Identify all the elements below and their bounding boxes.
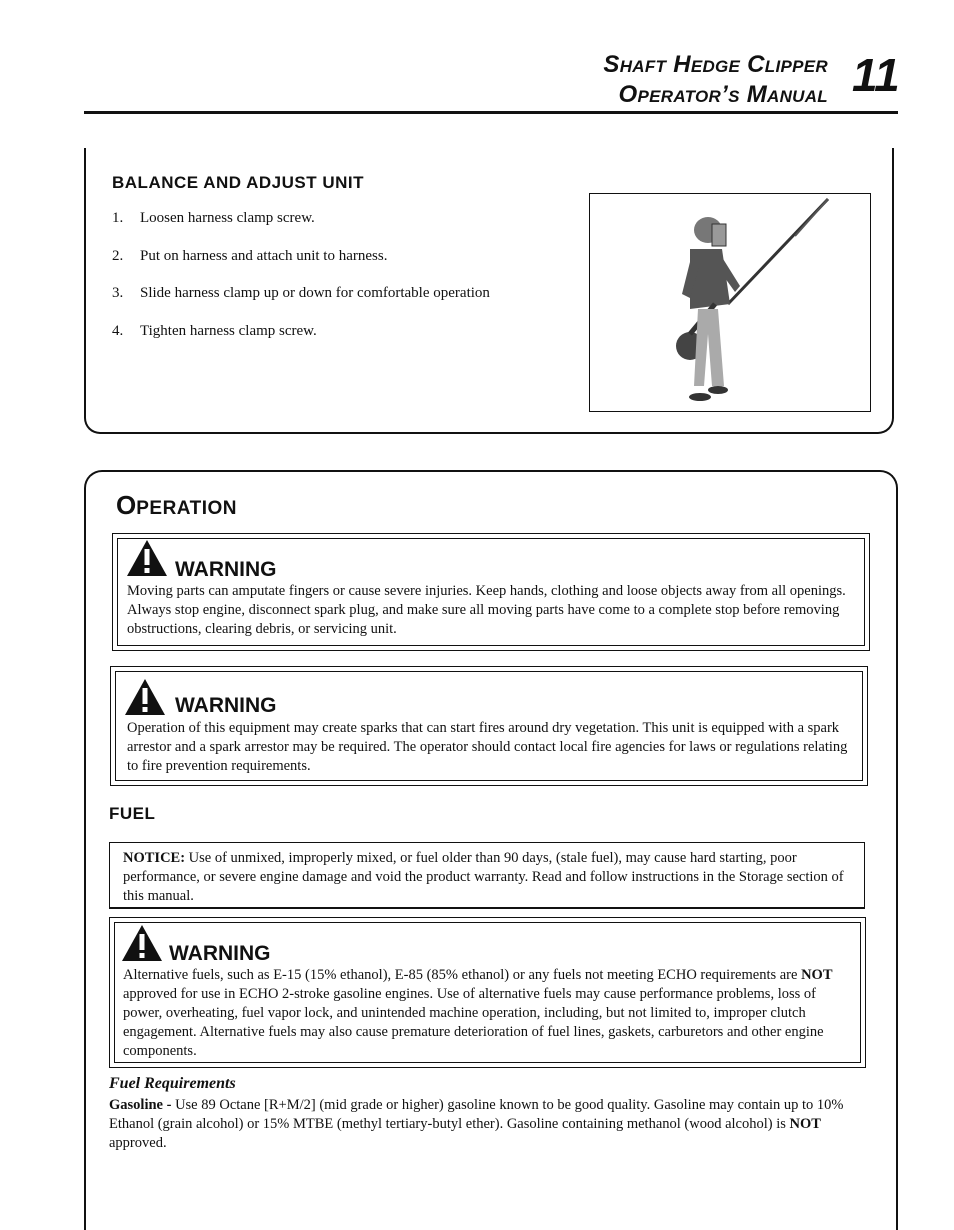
balance-steps xyxy=(112,210,490,360)
page-number: 11 xyxy=(852,49,900,101)
warning-triangle-icon xyxy=(121,924,163,962)
header-rule xyxy=(84,111,898,114)
warning-text: Alternative fuels, such as E-15 (15% ethanol), E-85 (85% ethanol) or any fuels not meeting ECHO requirements are NOT approved for use in ECHO 2-stroke gasoline engines. Use of alternative fuels may cause performance problems, loss of power, overheating, fuel vapor lock, and unintended machine operation, including, but not limited to, improper clutch engagement. Alternative fuels may also cause premature deterioration of fuel lines, gaskets, carburetors and other engine components. xyxy=(123,967,833,1059)
operator-illustration xyxy=(589,193,871,412)
manual-title-line1: Shaft Hedge Clipper xyxy=(603,51,828,78)
list-item: 3. Slide harness clamp up or down for comfortable operation xyxy=(112,285,490,301)
list-item: 1. Loosen harness clamp screw. xyxy=(112,210,315,226)
fuel-requirements-heading: Fuel Requirements xyxy=(109,1075,236,1092)
gasoline-text: Gasoline - Use 89 Octane [R+M/2] (mid grade or higher) gasoline known to be good quality. Gasoline may contain up to 10% Ethanol (grain alcohol) or 15% MTBE (methyl tertiary-butyl ether). Gasoline containing methanol (wood alcohol) is NOT approved. xyxy=(109,1097,844,1151)
warning-text: Moving parts can amputate fingers or cause severe injuries. Keep hands, clothing and loose objects away from all openings. Always stop engine, disconnect spark plug, and make sure all moving parts have come to a complete stop before removing obstructions, clearing debris, or servicing unit. xyxy=(127,583,846,637)
manual-title-line2: Operator’s Manual xyxy=(618,81,828,108)
warning-box-moving-parts xyxy=(112,533,870,651)
warning-label: WARNING xyxy=(169,942,271,965)
warning-label: WARNING xyxy=(175,558,277,581)
fuel-heading: FUEL xyxy=(109,804,156,823)
warning-box-sparks xyxy=(110,666,868,786)
warning-triangle-icon xyxy=(126,539,168,577)
list-item: 2. Put on harness and attach unit to harness. xyxy=(112,247,388,264)
warning-text: Operation of this equipment may create sparks that can start fires around dry vegetation. This unit is equipped with a spark arrestor and a spark arrestor may be required. The operator should contact local fire agencies for laws or regulations relating to fire prevention requirements. xyxy=(127,720,848,774)
notice-text: NOTICE: Use of unmixed, improperly mixed, or fuel older than 90 days, (stale fuel), may cause hard starting, poor performance, or severe engine damage and void the product warranty. Read and follow instructions in the Storage section of this manual. xyxy=(123,850,844,904)
list-item: 4. Tighten harness clamp screw. xyxy=(112,322,317,339)
warning-box-alternative-fuels xyxy=(109,917,866,1068)
balance-heading: BALANCE AND ADJUST UNIT xyxy=(112,173,365,192)
warning-triangle-icon xyxy=(124,678,166,716)
operation-title: OPERATION xyxy=(116,490,237,520)
warning-label: WARNING xyxy=(175,694,277,717)
notice-box xyxy=(109,842,865,909)
